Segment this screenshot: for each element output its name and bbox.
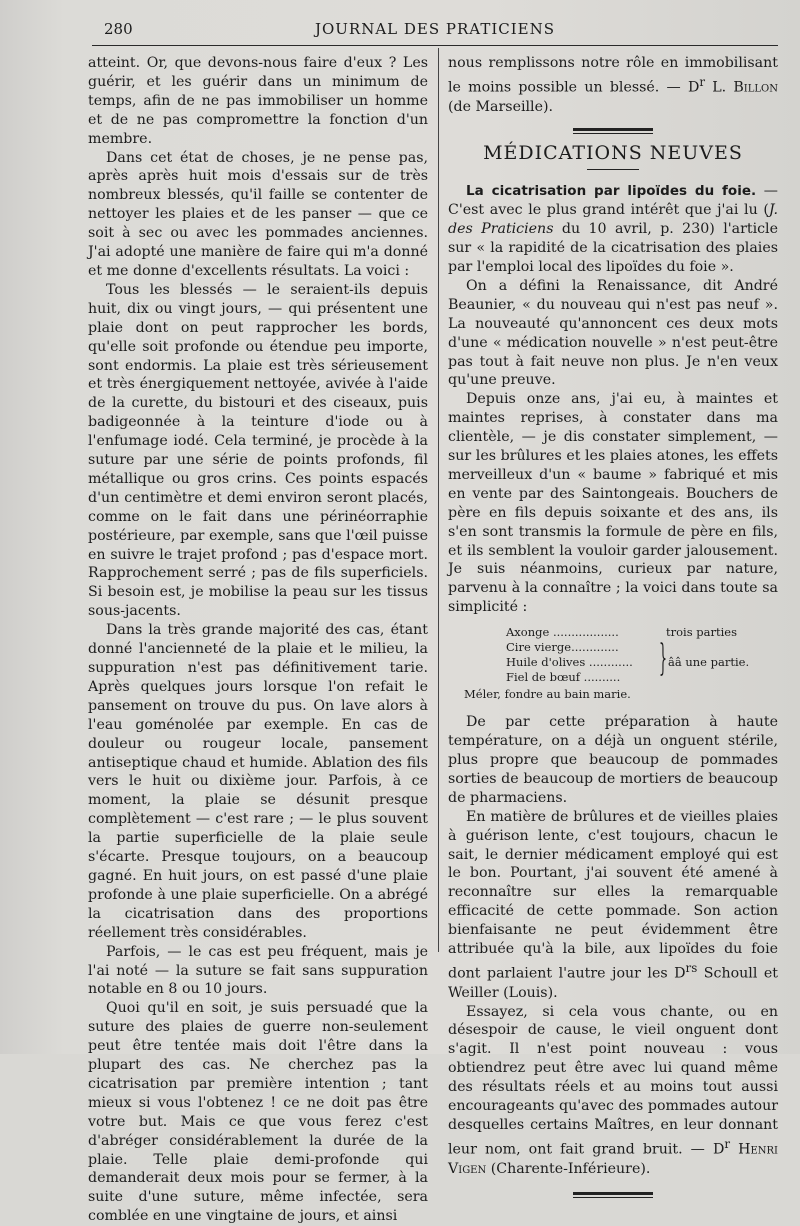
recipe-quantity: trois parties bbox=[666, 625, 737, 640]
recipe-line: Fiel de bœuf .......... bbox=[506, 670, 621, 685]
left-column bbox=[88, 54, 428, 1226]
author-name: L. Billon bbox=[704, 79, 778, 96]
section-title: MÉDICATIONS NEUVES bbox=[483, 142, 743, 165]
recipe-block bbox=[456, 625, 778, 705]
paragraph: nous remplissons notre rôle en immobilisant le moins possible un blessé. — $D^r$ L. Billon (de Marseille). bbox=[448, 55, 778, 115]
recipe-line: Axonge .................. bbox=[506, 625, 619, 640]
recipe-instruction: Méler, fondre au bain marie. bbox=[464, 687, 631, 702]
journal-reference: J. des Praticiens bbox=[448, 202, 778, 238]
author-name: Henri Vigen bbox=[448, 1141, 778, 1177]
article-title: La cicatrisation par lipoïdes du foie. bbox=[466, 183, 757, 200]
article-paragraph: On a défini la Renaissance, dit André Beaunier, « du nouveau qui n'est pas neuf ». La nouveauté qu'annoncent ces deux mots d'une « médication nouvelle » n'est peut-être pas tout à fait neuve non plus. Je n'en veux qu'une preuve. bbox=[448, 277, 778, 389]
article-paragraph: Depuis onze ans, j'ai eu, à maintes et maintes reprises, à constater dans ma clientèle, — je dis constater simplement, — sur les brûlures et les plaies atones, les effets merveilleux d'un « baume » fabriqué et mis en vente par des Saintongeais. Bouchers de père en fils depuis soixante et des ans, ils s'en sont transmis la formule de père en fils, et ils semblent la vouloir garder jalousement. Je suis néanmoins, curieux par nature, parvenu à la connaître ; la voici dans toute sa simplicité : bbox=[448, 391, 778, 616]
article-paragraph: La cicatrisation par lipoïdes du foie. — C'est avec le plus grand intérêt que j'ai lu (J. des Praticiens du 10 avril, p. 230) l'article sur « la rapidité de la cicatrisation des plaies par l'emploi local des lipoïdes du foie ». bbox=[448, 183, 778, 275]
double-rule bbox=[573, 1192, 653, 1198]
paragraph: Quoi qu'il en soit, je suis persuadé que la suture des plaies de guerre non-seulement peut être tentée mais doit l'être dans la plupart des cas. Ne cherchez pas la cicatrisation par première intention ; tant mieux si vous l'obtenez ! ce ne doit pas être votre but. Mais ce que vous ferez c'est d'abréger considérablement la durée de la plaie. Telle plaie demi-profonde qui demanderait deux mois pour se fermer, à la suite d'une suture, même infectée, sera comblée en une vingtaine de jours, et ainsi bbox=[88, 1000, 428, 1225]
paragraph: Tous les blessés — le seraient-ils depuis huit, dix ou vingt jours, — qui présentent une plaie dont on peut rapprocher les bords, qu'elle soit profonde ou étendue peu importe, sont endormis. La plaie est très sérieusement et très énergiquement nettoyée, avivée à l'aide de la curette, du bistouri et des ciseaux, puis badigeonnée à la teinture d'iode ou à l'enfumage iodé. Cela terminé, je procède à la suture par une série de points profonds, fil métallique ou gros crins. Ces points espacés d'un centimètre et demi environ seront placés, comme on le fait dans une périnéorraphie postérieure, par exemple, sans que l'œil puisse en suivre le trajet profond ; pas d'espace mort. Rapprochement serré ; pas de fils superficiels. Si besoin est, je mobilise la peau sur les tissus sous-jacents. bbox=[88, 281, 428, 620]
short-rule bbox=[587, 169, 639, 170]
page-number: 280 bbox=[104, 20, 133, 38]
article-paragraph: De par cette préparation à haute température, on a déjà un onguent stérile, plus propre que beaucoup de pommades sorties de beaucoup de mortiers de beaucoup de pharmaciens. bbox=[448, 714, 778, 806]
right-column bbox=[448, 54, 778, 1198]
paragraph: atteint. Or, que devons-nous faire d'eux ? Les guérir, et les guérir dans un minimum de temps, afin de ne pas immobiliser un homme et de ne pas compromettre la fonction d'un membre. bbox=[88, 55, 428, 147]
paragraph: Dans cet état de choses, je ne pense pas, après après huit mois d'essais sur de très nombreux blessés, qu'il faille se contenter de nettoyer les plaies et de les panser — que ce soit à sec ou avec les pommades anciennes. J'ai adopté une manière de faire qui m'a donné et me donne d'excellents résultats. La voici : bbox=[88, 149, 428, 279]
article-paragraph: En matière de brûlures et de vieilles plaies à guérison lente, c'est toujours, chacun le sait, le dernier médicament employé qui est le bon. Pourtant, j'ai souvent été amené à reconnaître sur elles la remarquable efficacité de cette pommade. Son action bienfaisante ne peut évidemment être attribuée qu'à la bile, aux lipoïdes du foie dont parlaient l'autre jour les $D^{rs}$ Schoull et Weiller (Louis). bbox=[448, 808, 778, 1001]
recipe-line: Huile d'olives ............ bbox=[506, 655, 633, 670]
paragraph: Dans la très grande majorité des cas, étant donné l'ancienneté de la plaie et le milieu, la suppuration n'est pas définitivement tarie. Après quelques jours lorsque l'on refait le pansement on trouve du pus. On lave alors à l'eau goménolée par exemple. En cas de douleur ou rougeur locale, pansement antiseptique chaud et humide. Ablation des fils vers le huit ou dixième jour. Parfois, à ce moment, la plaie se désunit presque complètement — c'est rare ; — le plus souvent la partie superficielle de la plaie seule s'écarte. Presque toujours, on a beaucoup gagné. En huit jours, on est passé d'une plaie profonde à une plaie superficielle. On a abrégé la cicatrisation dans des proportions réellement très considérables. bbox=[88, 622, 428, 941]
recipe-quantity: ââ une partie. bbox=[668, 655, 750, 670]
brace: } bbox=[659, 638, 668, 680]
article-paragraph: Essayez, si cela vous chante, ou en désespoir de cause, le vieil onguent dont s'agit. Il n'est point nouveau : vous obtiendrez peut être avec lui quand même des résultats réels et au moins tout aussi encourageants qu'avec des pommades autour desquelles certains Maîtres, en leur donnant leur nom, ont fait grand bruit. — $D^r$ Henri Vigen (Charente-Inférieure). bbox=[448, 1003, 778, 1177]
journal-title: JOURNAL DES PRATICIENS bbox=[314, 20, 556, 38]
recipe-line: Cire vierge............. bbox=[506, 640, 619, 655]
page-header bbox=[92, 16, 778, 44]
double-rule bbox=[573, 128, 653, 134]
column-divider bbox=[438, 48, 439, 952]
paragraph: Parfois, — le cas est peu fréquent, mais je l'ai noté — la suture se fait sans suppuration notable en 8 ou 10 jours. bbox=[88, 943, 428, 998]
header-rule bbox=[92, 45, 778, 46]
